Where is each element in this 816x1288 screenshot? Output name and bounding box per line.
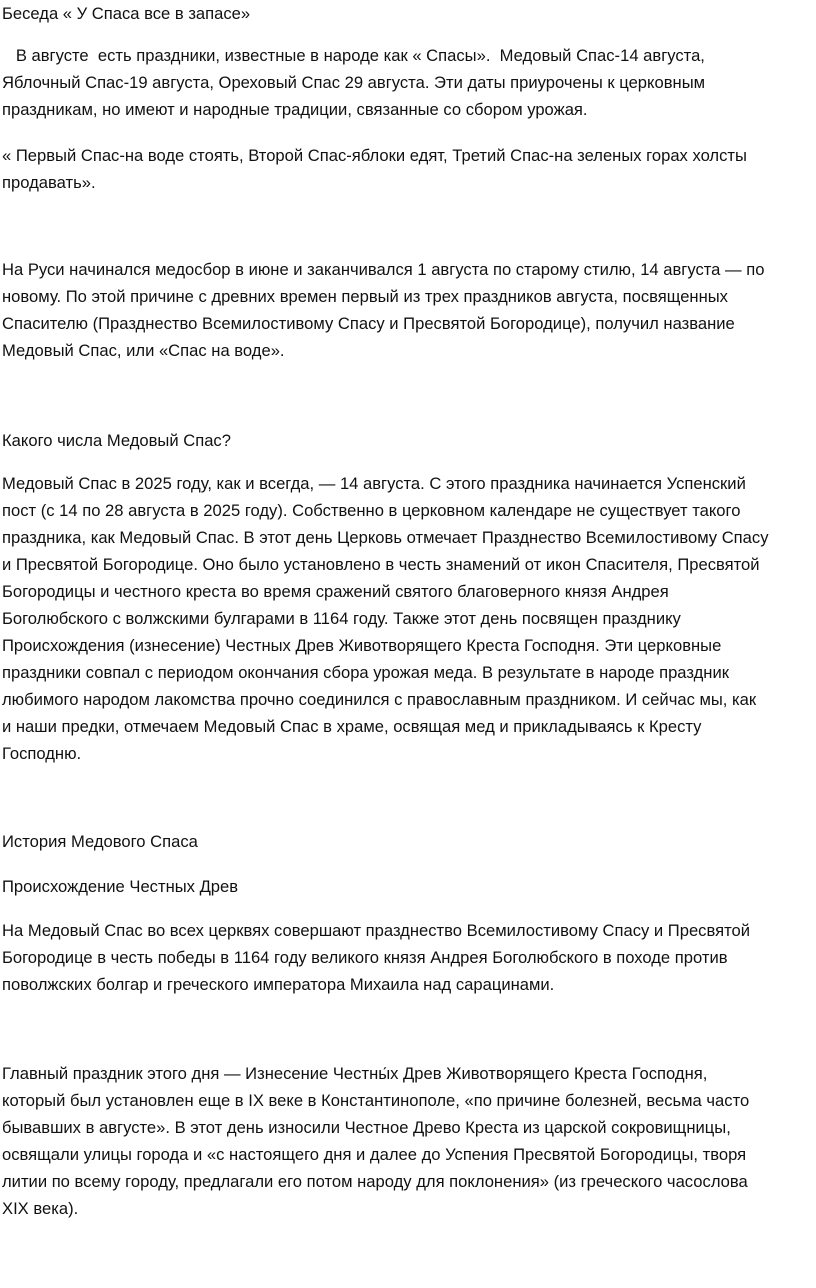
section-heading-history: [2, 828, 808, 855]
text-line: Спасителю (Празднество Всемилостивому Спасу и Пресвятой Богородице), получил название: [2, 314, 735, 333]
text-line: « Первый Спас-на воде стоять, Второй Спас-яблоки едят, Третий Спас-на зеленых горах холсты: [2, 146, 747, 165]
text-line: праздникам, но имеют и народные традиции, связанные со сбором урожая.: [2, 100, 588, 119]
text-line: литии по всему городу, предлагали его потом народу для поклонения» (из греческого часослова: [2, 1172, 748, 1191]
text-line: Главный праздник этого дня — Изнесение Честны́х Древ Животворящего Креста Господня,: [2, 1064, 708, 1083]
text-line: История Медового Спаса: [2, 832, 198, 851]
section-heading-origin: [2, 873, 808, 900]
paragraph-rus: [2, 256, 808, 364]
paragraph-date: [2, 470, 808, 767]
text-line: Медовый Спас, или «Спас на воде».: [2, 341, 285, 360]
text-line: Яблочный Спас-19 августа, Ореховый Спас 29 августа. Эти даты приурочены к церковным: [2, 73, 706, 92]
text-line: продавать».: [2, 173, 96, 192]
paragraph-main-feast: [2, 1060, 808, 1222]
document-title: [2, 0, 808, 27]
text-line: Богородице в честь победы в 1164 году великого князя Андрея Боголюбского в походе против: [2, 948, 728, 967]
text-line: пост (с 14 по 28 августа в 2025 году). Собственно в церковном календаре не существует такого: [2, 501, 741, 520]
text-line: В августе есть праздники, известные в народе как « Спасы». Медовый Спас-14 августа,: [2, 46, 705, 65]
text-line: Медовый Спас в 2025 году, как и всегда, — 14 августа. С этого праздника начинается Успенский: [2, 474, 746, 493]
text-line: На Медовый Спас во всех церквях совершают празднество Всемилостивому Спасу и Пресвятой: [2, 921, 751, 940]
text-line: XIX века).: [2, 1199, 79, 1218]
text-line: новому. По этой причине с древних времен первый из трех праздников августа, посвященных: [2, 287, 728, 306]
section-heading-date-question: [2, 427, 808, 454]
paragraph-intro: [2, 42, 808, 123]
text-line: Происхождения (изнесение) Честных Древ Животворящего Креста Господня. Эти церковные: [2, 636, 722, 655]
text-line: Боголюбского с волжскими булгарами в 1164 году. Также этот день посвящен празднику: [2, 609, 681, 628]
text-line: поволжских болгар и греческого императора Михаила над сарацинами.: [2, 975, 555, 994]
text-line: освящали улицы города и «с настоящего дня и далее до Успения Пресвятой Богородицы, творя: [2, 1145, 747, 1164]
text-line: Какого числа Медовый Спас?: [2, 431, 231, 450]
paragraph-saying: [2, 142, 808, 196]
paragraph-churches: [2, 917, 808, 998]
text-line: праздника, как Медовый Спас. В этот день Церковь отмечает Празднество Всемилостивому Спасу: [2, 528, 769, 547]
text-line: который был установлен еще в IX веке в Константинополе, «по причине болезней, весьма часто: [2, 1091, 750, 1110]
text-line: Происхождение Честных Древ: [2, 877, 239, 896]
text-line: Господню.: [2, 744, 82, 763]
text-line: и Пресвятой Богородице. Оно было установлено в честь знамений от икон Спасителя, Пресвятой: [2, 555, 760, 574]
text-line: праздники совпал с периодом окончания сбора урожая меда. В результате в народе праздник: [2, 663, 729, 682]
text-line: бывавших в августе». В этот день износили Честное Древо Креста из царской сокровищницы,: [2, 1118, 731, 1137]
text-line: Богородицы и честного креста во время сражений святого благоверного князя Андрея: [2, 582, 669, 601]
text-line: На Руси начинался медосбор в июне и заканчивался 1 августа по старому стилю, 14 августа — по: [2, 260, 765, 279]
text-line: Беседа « У Спаса все в запасе»: [2, 4, 251, 23]
text-line: любимого народом лакомства прочно соединился с православным праздником. И сейчас мы, как: [2, 690, 757, 709]
text-line: и наши предки, отмечаем Медовый Спас в храме, освящая мед и прикладываясь к Кресту: [2, 717, 702, 736]
